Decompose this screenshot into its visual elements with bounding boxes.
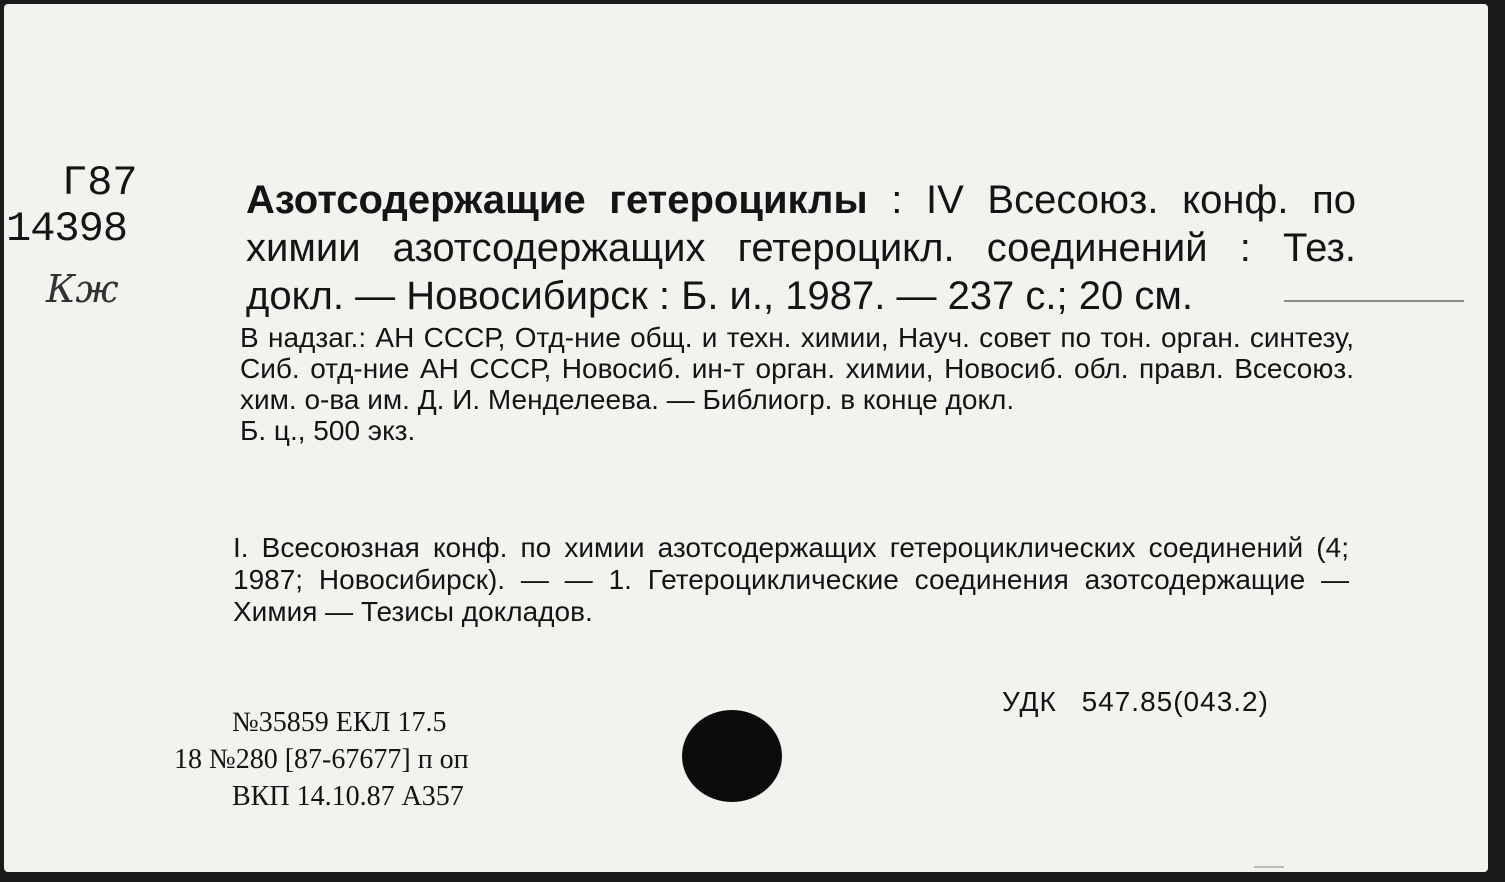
pen-stroke bbox=[1284, 300, 1464, 302]
title-bold: Азотсодержащие гетероциклы bbox=[246, 178, 868, 222]
subject-tracings bbox=[179, 532, 1349, 628]
note-text: В надзаг.: АН СССР, Отд-ние общ. и техн. химии, Науч. совет по тон. орган. синтезу, Сиб. отд-ние АН СССР, Новосиб. ин-т орган. химии, Новосиб. обл. правл. Всесоюз. хим. о-ва им. Д. И. Менделеева. — Библиогр. в конце докл. bbox=[240, 322, 1354, 415]
punch-hole-icon bbox=[682, 710, 782, 802]
call-number-line1: Г87 bbox=[62, 159, 138, 207]
title-paragraph bbox=[186, 176, 1356, 320]
catalog-card bbox=[4, 4, 1488, 872]
accession-line3: ВКП 14.10.87 А357 bbox=[232, 781, 464, 812]
title-rest: : IV Всесоюз. конф. по химии азотсодержащих гетероцикл. соединений : Тез. докл. — Новосибирск : Б. и., 1987. — 237 с.; 20 см. bbox=[246, 178, 1356, 318]
accession-block bbox=[174, 704, 469, 815]
accession-line1: №35859 ЕКЛ 17.5 bbox=[232, 707, 447, 738]
udk-code: УДК 547.85(043.2) bbox=[1002, 686, 1269, 717]
accession-line2: 18 №280 [87-67677] п оп bbox=[174, 744, 469, 775]
notes-block bbox=[186, 322, 1354, 446]
handwritten-mark: Кж bbox=[46, 267, 119, 311]
subjects-text: I. Всесоюзная конф. по химии азотсодержащих гетероциклических соединений (4; 1987; Новосибирск). — — 1. Гетероциклические соединения азотсодержащие — Химия — Тезисы докладов. bbox=[233, 532, 1349, 627]
call-number-line2: 14398 bbox=[6, 205, 128, 253]
divider bbox=[1254, 866, 1284, 868]
price-text: Б. ц., 500 экз. bbox=[240, 415, 416, 446]
